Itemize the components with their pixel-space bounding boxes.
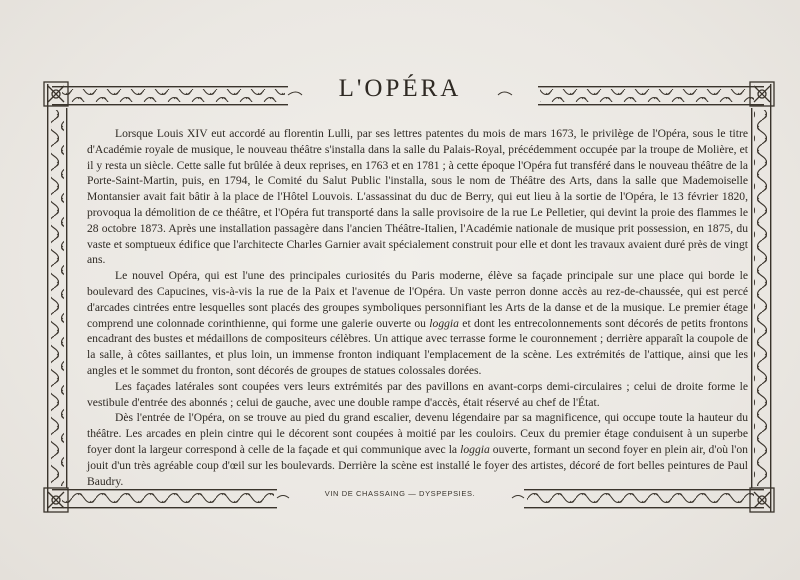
paragraph-staircase-text-1: Dès l'entrée de l'Opéra, on se trouve au pied du grand escalier, devenu légendaire par sa magnificence, qui occupe toute la hauteur du théâtre. Les arcades en plein cintre qui le décorent sont coupées à moitié par les couloirs. Ceux du premier étage conduisent à un superbe foyer dont la largeur correspond à celle de la façade et qui communique avec la (87, 411, 748, 456)
advertisement-footer: VIN DE CHASSAING — DYSPEPSIES. (324, 489, 476, 498)
paragraph-lateral-text: Les façades latérales sont coupées vers leurs extrémités par des pavillons en avant-corps demi-circulaires ; celui de droite forme le vestibule d'entrée des abonnés ; celui de gauche, avec une double rampe d'accès, était réservé au chef de l'État. (87, 379, 748, 409)
paragraph-facade (87, 268, 748, 379)
paragraph-staircase (87, 410, 748, 489)
paragraph-history-text: Lorsque Louis XIV eut accordé au florentin Lulli, par ses lettres patentes du mois de mars 1673, le privilège de l'Opéra, sous le titre d'Académie royale de musique, le nouveau théâtre s'installa dans la salle du Palais-Royal, précédemment occupée par la troupe de Molière, et il y resta un siècle. Cette salle fut brûlée à deux reprises, en 1763 et en 1781 ; à cette époque l'Opéra fut transféré dans le nouveau théâtre de la Porte-Saint-Martin, puis, en 1794, le Comité du Salut Public l'installa, sous le nom de Théâtre des Arts, dans la salle que Mademoiselle Montansier avait fait bâtir à la place de l'Hôtel Louvois. L'assassinat du duc de Berry, qui eut lieu à la sortie de l'Opéra, le 13 février 1820, provoqua la démolition de ce théâtre, et l'Opéra fut transporté dans la salle provisoire de la rue Le Pelletier, qui devint la proie des flammes le 28 octobre 1873. Après une installation passagère dans l'ancien Théâtre-Italien, l'Académie nationale de musique prit possession, en 1875, du vaste et somptueux édifice que l'architecte Charles Garnier avait spécialement construit pour elle et dont les travaux avaient duré près de vingt ans. (87, 127, 748, 267)
body-text (87, 126, 748, 489)
paragraph-staircase-italic-loggia: loggia (460, 442, 490, 456)
paragraph-lateral (87, 379, 748, 411)
paragraph-facade-text-1: Le nouvel Opéra, qui est l'une des principales curiosités du Paris moderne, élève sa façade principale sur une place qui borde le boulevard des Capucines, vis-à-vis la rue de la Paix et l'avenue de l'Opéra. Un vaste perron donne accès au rez-de-chaussée, qui est percé d'arcades cintrées entre lesquelles sont placés des groupes symboliques personnifiant les Arts de la danse et de la musique. Le premier étage comprend une colonnade corinthienne, qui forme une galerie ouverte ou (87, 269, 748, 330)
page-title: L'OPÉRA (338, 75, 462, 102)
paragraph-history (87, 126, 748, 268)
paragraph-staircase-text-2: ouverte, formant un second foyer en plein air, d'où l'on jouit d'un très agréable coup d'œil sur les boulevards. Derrière la scène est installé le foyer des artistes, décoré de fort belles peintures de Paul Baudry. (87, 442, 748, 488)
paragraph-facade-text-2: et dont les entrecolonnements sont décorés de petits frontons encadrant des bustes et médaillons de compositeurs célèbres. Un attique avec terrasse forme le couronnement ; derrière apparaît la coupole de la salle, à côtes saillantes, et plus loin, un immense fronton indiquant l'emplacement de la scène. Les extrémités de l'attique, ainsi que les angles et le sommet du fronton, sont décorés de groupes de statues colossales dorées. (87, 316, 749, 377)
paragraph-facade-italic-loggia: loggia (429, 316, 459, 330)
